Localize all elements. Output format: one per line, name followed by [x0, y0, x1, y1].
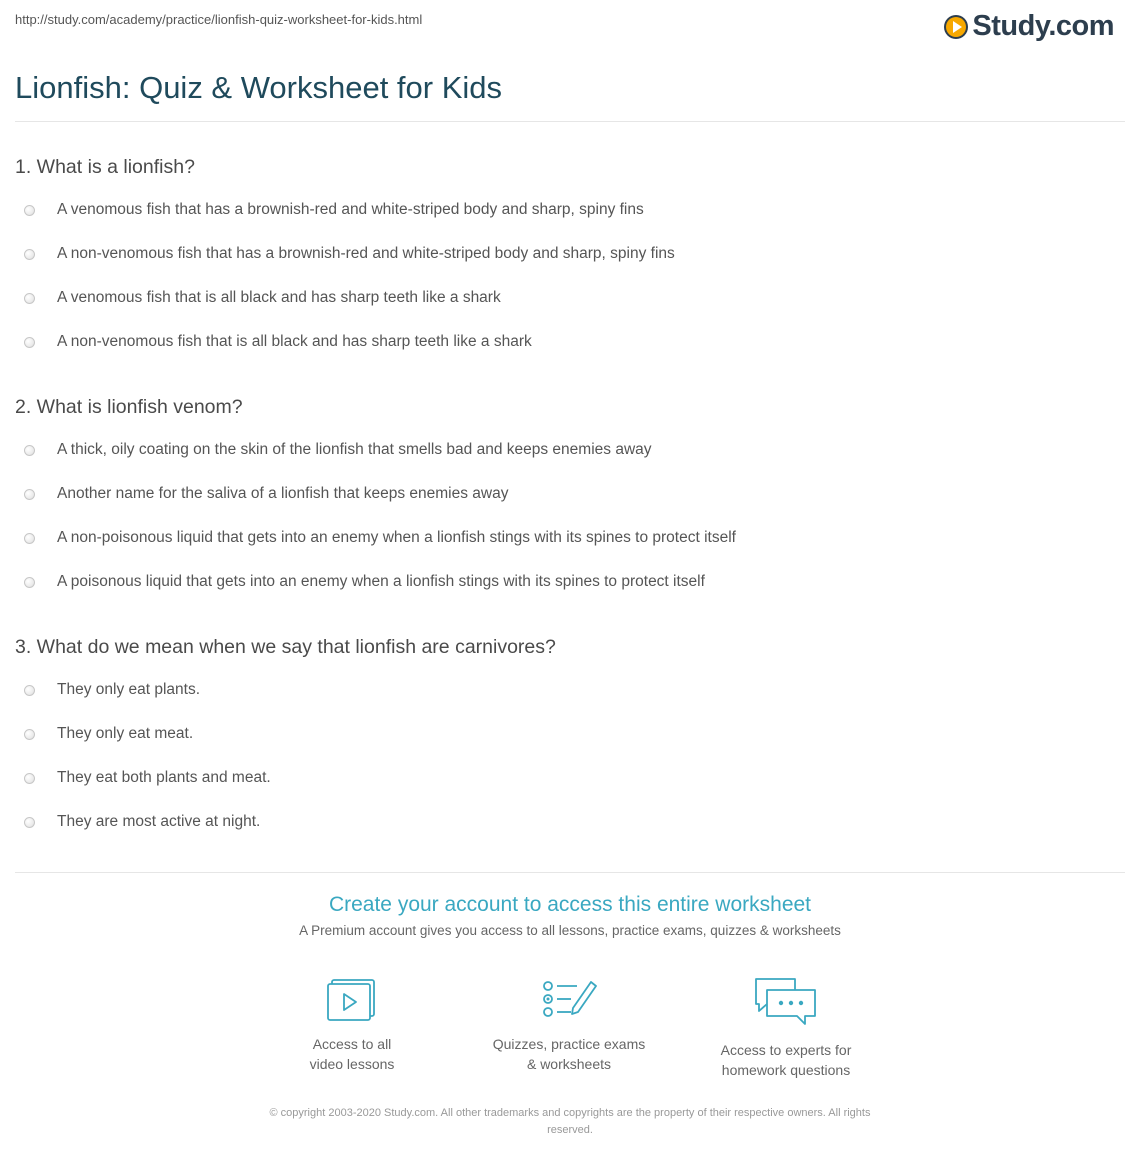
feature-label: video lessons — [309, 1056, 395, 1072]
answer-label: A non-poisonous liquid that gets into an enemy when a lionfish stings with its spines to protect itself — [57, 529, 736, 546]
question-title: 1. What is a lionfish? — [15, 156, 195, 178]
answer-label: A non-venomous fish that is all black and has sharp teeth like a shark — [57, 333, 532, 350]
answer-option[interactable] — [15, 188, 1125, 232]
answer-label: A venomous fish that has a brownish-red and white-striped body and sharp, spiny fins — [57, 201, 644, 218]
answer-option[interactable] — [15, 320, 1125, 364]
answer-label: They only eat meat. — [57, 725, 194, 742]
answer-label: They eat both plants and meat. — [57, 769, 271, 786]
footer-text: © copyright 2003-2020 Study.com. All other trademarks and copyrights are the property of their respective owners. All rights — [269, 1107, 871, 1119]
answer-label: A poisonous liquid that gets into an enemy when a lionfish stings with its spines to protect itself — [57, 573, 705, 590]
question-title: 3. What do we mean when we say that lionfish are carnivores? — [15, 636, 556, 658]
question-3 — [15, 632, 1125, 844]
feature-quizzes — [469, 976, 669, 1074]
footer-text: reserved. — [547, 1124, 593, 1136]
answer-option[interactable] — [15, 428, 1125, 472]
answer-label: A non-venomous fish that has a brownish-red and white-striped body and sharp, spiny fins — [57, 245, 675, 262]
page-title: Lionfish: Quiz & Worksheet for Kids — [15, 70, 503, 105]
answer-label: They are most active at night. — [57, 813, 261, 830]
quiz-list-icon — [541, 976, 597, 1022]
feature-experts — [686, 976, 886, 1080]
top-bar — [15, 10, 1114, 40]
feature-label: Access to experts for — [720, 1042, 852, 1058]
feature-label: & worksheets — [526, 1056, 612, 1072]
answer-option[interactable] — [15, 472, 1125, 516]
question-1 — [15, 152, 1125, 364]
radio-button[interactable] — [24, 249, 35, 260]
answer-option[interactable] — [15, 756, 1125, 800]
question-title: 2. What is lionfish venom? — [15, 396, 243, 418]
premium-features — [0, 976, 1140, 1076]
radio-button[interactable] — [24, 817, 35, 828]
play-logo-icon — [944, 15, 968, 39]
radio-button[interactable] — [24, 489, 35, 500]
answer-option[interactable] — [15, 668, 1125, 712]
title-divider — [15, 121, 1125, 122]
radio-button[interactable] — [24, 729, 35, 740]
study-logo[interactable] — [944, 10, 1114, 43]
answer-label: A venomous fish that is all black and has sharp teeth like a shark — [57, 289, 501, 306]
feature-label: homework questions — [721, 1062, 851, 1078]
chat-bubbles-icon — [753, 976, 819, 1028]
radio-button[interactable] — [24, 337, 35, 348]
feature-label: Quizzes, practice exams — [492, 1036, 646, 1052]
cta-title-link[interactable]: Create your account to access this entire worksheet — [328, 893, 812, 916]
signup-cta — [0, 893, 1140, 938]
section-divider — [15, 872, 1125, 873]
answer-option[interactable] — [15, 232, 1125, 276]
radio-button[interactable] — [24, 293, 35, 304]
answer-option[interactable] — [15, 516, 1125, 560]
answer-option[interactable] — [15, 712, 1125, 756]
answer-label: Another name for the saliva of a lionfish that keeps enemies away — [57, 485, 509, 502]
radio-button[interactable] — [24, 205, 35, 216]
cta-subtitle: A Premium account gives you access to all lessons, practice exams, quizzes & worksheets — [299, 923, 841, 938]
radio-button[interactable] — [24, 445, 35, 456]
logo-text: Study.com — [972, 10, 1114, 42]
answer-label: A thick, oily coating on the skin of the lionfish that smells bad and keeps enemies away — [57, 441, 652, 458]
answer-option[interactable] — [15, 276, 1125, 320]
page-url: http://study.com/academy/practice/lionfish-quiz-worksheet-for-kids.html — [15, 12, 423, 27]
feature-label: Access to all — [312, 1036, 392, 1052]
question-2 — [15, 392, 1125, 604]
video-lessons-icon — [326, 976, 378, 1022]
radio-button[interactable] — [24, 577, 35, 588]
radio-button[interactable] — [24, 773, 35, 784]
copyright-footer — [215, 1105, 925, 1139]
radio-button[interactable] — [24, 533, 35, 544]
answer-label: They only eat plants. — [57, 681, 201, 698]
answer-option[interactable] — [15, 800, 1125, 844]
feature-video-lessons — [252, 976, 452, 1074]
radio-button[interactable] — [24, 685, 35, 696]
answer-option[interactable] — [15, 560, 1125, 604]
